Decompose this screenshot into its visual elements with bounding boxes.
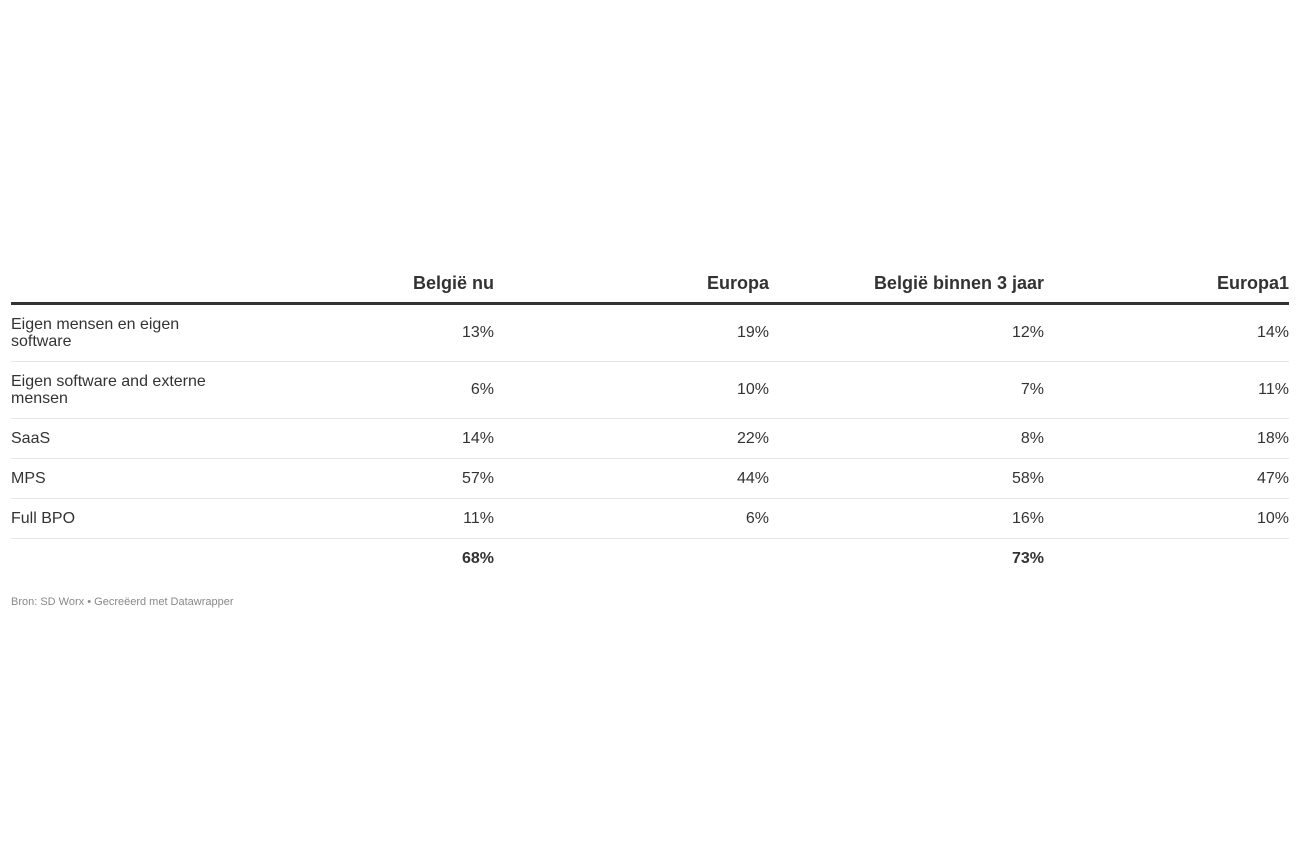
table-cell: 11%: [1044, 362, 1289, 419]
header-cell-belgie-3-jaar[interactable]: België binnen 3 jaar: [769, 262, 1044, 304]
table-cell: 6%: [219, 362, 494, 419]
total-row-label: [11, 539, 219, 579]
row-label: Eigen mensen en eigen software: [11, 304, 219, 362]
table-cell: 10%: [494, 362, 769, 419]
table-row: [11, 362, 1289, 419]
row-label: MPS: [11, 459, 219, 499]
table-cell: 14%: [219, 419, 494, 459]
table-row: [11, 419, 1289, 459]
table-cell: 16%: [769, 499, 1044, 539]
table-cell: 44%: [494, 459, 769, 499]
table-cell: 58%: [769, 459, 1044, 499]
header-cell-belgie-nu[interactable]: België nu: [219, 262, 494, 304]
chart-footer: [11, 596, 234, 608]
header-cell-europa[interactable]: Europa: [494, 262, 769, 304]
table-cell: 22%: [494, 419, 769, 459]
table-cell: 12%: [769, 304, 1044, 362]
table-cell: 19%: [494, 304, 769, 362]
data-table: [11, 262, 1289, 578]
table-row: [11, 459, 1289, 499]
table-row: [11, 499, 1289, 539]
table-cell: 6%: [494, 499, 769, 539]
table-cell: 7%: [769, 362, 1044, 419]
credit-link[interactable]: Gecreëerd met Datawrapper: [94, 596, 234, 608]
row-label: Full BPO: [11, 499, 219, 539]
footer-separator: •: [87, 596, 92, 608]
source-note: Bron: SD Worx: [11, 596, 85, 608]
table-cell: 13%: [219, 304, 494, 362]
header-cell-label: [11, 262, 219, 304]
total-cell: [494, 539, 769, 579]
table-cell: 11%: [219, 499, 494, 539]
data-table-container: [11, 262, 1289, 578]
header-row: [11, 262, 1289, 304]
table-header: [11, 262, 1289, 304]
table-cell: 47%: [1044, 459, 1289, 499]
table-cell: 10%: [1044, 499, 1289, 539]
total-cell: 68%: [461, 549, 494, 567]
table-cell: 14%: [1044, 304, 1289, 362]
header-cell-europa1[interactable]: Europa1: [1044, 262, 1289, 304]
total-row: [11, 539, 1289, 579]
total-cell: [1044, 539, 1289, 579]
table-cell: 8%: [769, 419, 1044, 459]
total-cell: 73%: [1011, 549, 1044, 567]
table-cell: 57%: [219, 459, 494, 499]
table-body: [11, 304, 1289, 579]
table-row: [11, 304, 1289, 362]
row-label: Eigen software and externe mensen: [11, 362, 219, 419]
row-label: SaaS: [11, 419, 219, 459]
table-cell: 18%: [1044, 419, 1289, 459]
